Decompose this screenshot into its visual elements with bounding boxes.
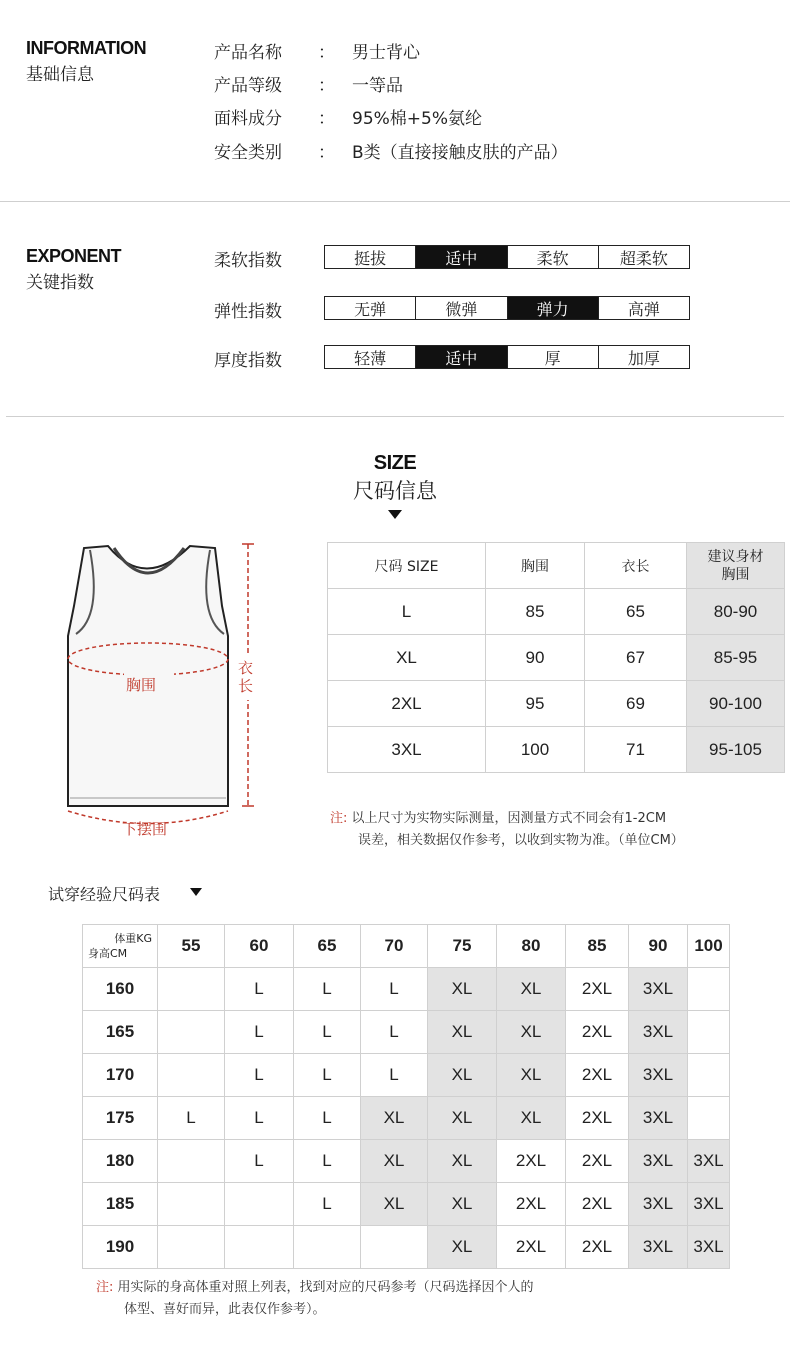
triangle-down-icon: [388, 510, 402, 519]
hem-label: 下摆围: [122, 820, 168, 838]
size-title-cn: 尺码信息: [353, 479, 437, 503]
elasticity-scale: [324, 296, 690, 320]
fit-cell: L: [361, 1011, 428, 1054]
size-heading: [345, 452, 445, 505]
height-cell: 185: [83, 1183, 158, 1226]
scale-option-selected: 适中: [415, 246, 506, 268]
fit-cell: [688, 968, 730, 1011]
elasticity-label: 弹性指数: [214, 302, 282, 322]
table-cell: 85-95: [687, 635, 785, 681]
height-cell: 175: [83, 1097, 158, 1140]
corner-weight: 体重KG: [114, 932, 152, 945]
table-cell: 90-100: [687, 681, 785, 727]
fit-cell: XL: [361, 1183, 428, 1226]
table-row: [83, 1183, 730, 1226]
fit-cell: 2XL: [566, 1226, 629, 1269]
scale-option: 厚: [507, 346, 598, 368]
fit-cell: 2XL: [566, 968, 629, 1011]
fit-cell: L: [158, 1097, 225, 1140]
fit-cell: L: [294, 1097, 361, 1140]
information-title-cn: 基础信息: [26, 65, 94, 85]
fit-cell: 3XL: [629, 1054, 688, 1097]
fit-cell: L: [294, 1011, 361, 1054]
fit-cell: XL: [497, 1011, 566, 1054]
fit-cell: L: [225, 968, 294, 1011]
scale-option: 轻薄: [354, 348, 387, 368]
fit-cell: XL: [428, 1097, 497, 1140]
fit-cell: XL: [497, 1054, 566, 1097]
fit-cell: L: [225, 1011, 294, 1054]
header-cell-line: 建议身材: [707, 548, 764, 565]
note-line: 以上尺寸为实物实际测量，因测量方式不同会有1-2CM: [351, 811, 667, 826]
fit-cell: 3XL: [688, 1140, 730, 1183]
fit-cell: XL: [428, 1054, 497, 1097]
weight-header: 70: [361, 925, 428, 968]
table-cell: 2XL: [328, 681, 486, 727]
corner-cell: [83, 925, 158, 968]
scale-option: 柔软: [507, 246, 598, 268]
table-cell: 65: [585, 589, 687, 635]
table-row: [83, 1097, 730, 1140]
divider: [0, 201, 790, 202]
table-cell: 100: [486, 727, 585, 773]
scale-option: 无弹: [354, 299, 387, 319]
table-row: [328, 589, 785, 635]
weight-header: 65: [294, 925, 361, 968]
fit-cell: L: [294, 1140, 361, 1183]
fit-cell: [688, 1097, 730, 1140]
height-cell: 180: [83, 1140, 158, 1183]
header-cell: 胸围: [486, 543, 585, 589]
info-colon: ：: [318, 109, 335, 129]
size-title-en: SIZE: [373, 452, 417, 474]
fit-cell: [158, 1140, 225, 1183]
scale-option-selected: 适中: [415, 346, 506, 368]
fit-cell: 2XL: [566, 1183, 629, 1226]
table-cell: 67: [585, 635, 687, 681]
note-line: 误差，相关数据仅作参考，以收到实物为准。（单位CM）: [358, 833, 684, 848]
fit-cell: 3XL: [629, 1183, 688, 1226]
fit-cell: XL: [428, 968, 497, 1011]
height-cell: 165: [83, 1011, 158, 1054]
scale-option: 超柔软: [598, 246, 689, 268]
fit-cell: L: [361, 1054, 428, 1097]
info-label: 面料成分: [214, 109, 282, 129]
weight-header: 75: [428, 925, 497, 968]
info-value: 男士背心: [352, 43, 420, 63]
table-row: [328, 681, 785, 727]
exponent-title-en: EXPONENT: [26, 246, 122, 266]
info-label: 产品名称: [214, 43, 282, 63]
fit-cell: 3XL: [629, 1097, 688, 1140]
table-row: [328, 635, 785, 681]
fit-cell: [225, 1183, 294, 1226]
scale-option: 挺拔: [354, 248, 387, 268]
table-cell: 95: [486, 681, 585, 727]
scale-option: 加厚: [598, 346, 689, 368]
table-cell: 80-90: [687, 589, 785, 635]
fit-cell: XL: [428, 1183, 497, 1226]
table-row: [83, 1054, 730, 1097]
table-row: [328, 727, 785, 773]
table-cell: XL: [328, 635, 486, 681]
corner-height: 身高CM: [88, 947, 128, 960]
table-row: [83, 1226, 730, 1269]
weight-header: 85: [566, 925, 629, 968]
fit-cell: 2XL: [566, 1054, 629, 1097]
fit-cell: L: [225, 1097, 294, 1140]
fit-cell: XL: [361, 1097, 428, 1140]
fit-cell: [294, 1226, 361, 1269]
fit-cell: XL: [497, 1097, 566, 1140]
note-line: 体型、喜好而异，此表仅作参考）。: [124, 1302, 326, 1317]
note-line: 用实际的身高体重对照上列表，找到对应的尺码参考（尺码选择因个人的: [117, 1280, 534, 1295]
table-cell: 71: [585, 727, 687, 773]
fit-cell: 3XL: [688, 1183, 730, 1226]
header-cell: 衣长: [585, 543, 687, 589]
information-title-en: INFORMATION: [26, 38, 147, 58]
fit-cell: L: [361, 968, 428, 1011]
info-value: B类（直接接触皮肤的产品）: [352, 143, 568, 163]
table-cell: 3XL: [328, 727, 486, 773]
info-label: 安全类别: [214, 143, 282, 163]
fit-cell: 3XL: [629, 1011, 688, 1054]
fit-cell: [158, 1054, 225, 1097]
note-mark: 注:: [96, 1280, 114, 1295]
length-label-top: 衣: [238, 659, 254, 677]
header-cell-line: 胸围: [721, 566, 750, 583]
table-row: [83, 1140, 730, 1183]
fit-cell: 2XL: [566, 1140, 629, 1183]
fit-cell: 2XL: [566, 1011, 629, 1054]
fit-cell: 3XL: [629, 1140, 688, 1183]
fit-cell: L: [294, 968, 361, 1011]
info-colon: ：: [318, 43, 335, 63]
fit-cell: 3XL: [629, 1226, 688, 1269]
table-row: [83, 1011, 730, 1054]
fit-cell: [225, 1226, 294, 1269]
info-colon: ：: [318, 76, 335, 96]
fit-cell: L: [294, 1054, 361, 1097]
fit-cell: L: [294, 1183, 361, 1226]
info-colon: ：: [318, 143, 335, 163]
info-label: 产品等级: [214, 76, 282, 96]
height-cell: 190: [83, 1226, 158, 1269]
weight-header: 100: [688, 925, 730, 968]
fit-cell: [158, 968, 225, 1011]
thickness-scale: [324, 345, 690, 369]
thickness-label: 厚度指数: [214, 351, 282, 371]
fit-cell: 2XL: [497, 1183, 566, 1226]
weight-header: 55: [158, 925, 225, 968]
size-note: [330, 808, 780, 852]
weight-header: 60: [225, 925, 294, 968]
fit-cell: L: [225, 1140, 294, 1183]
fit-cell: [688, 1054, 730, 1097]
info-value: 一等品: [352, 76, 403, 96]
fit-title: 试穿经验尺码表: [48, 885, 161, 904]
exponent-title-cn: 关键指数: [26, 273, 94, 293]
divider: [6, 416, 784, 417]
fit-cell: XL: [428, 1011, 497, 1054]
fit-header-row: [83, 925, 730, 968]
weight-header: 80: [497, 925, 566, 968]
header-cell: 尺码 SIZE: [328, 543, 486, 589]
fit-note: [96, 1277, 746, 1321]
fit-cell: 3XL: [688, 1226, 730, 1269]
fit-cell: L: [225, 1054, 294, 1097]
fit-table: [82, 924, 730, 1269]
weight-header: 90: [629, 925, 688, 968]
table-row: [83, 968, 730, 1011]
fit-cell: XL: [428, 1140, 497, 1183]
fit-cell: XL: [361, 1140, 428, 1183]
fit-cell: [158, 1183, 225, 1226]
fit-cell: [688, 1011, 730, 1054]
fit-cell: 2XL: [566, 1097, 629, 1140]
fit-cell: [361, 1226, 428, 1269]
header-cell: [687, 543, 785, 589]
fit-cell: [158, 1226, 225, 1269]
size-table-header: [328, 543, 785, 589]
length-label: [238, 659, 253, 695]
info-value: 95%棉+5%氨纶: [352, 109, 482, 129]
table-cell: 69: [585, 681, 687, 727]
fit-cell: 3XL: [629, 968, 688, 1011]
fit-cell: XL: [428, 1226, 497, 1269]
fit-cell: 2XL: [497, 1140, 566, 1183]
table-cell: 90: [486, 635, 585, 681]
table-cell: 85: [486, 589, 585, 635]
size-table: [327, 542, 785, 773]
height-cell: 170: [83, 1054, 158, 1097]
table-cell: 95-105: [687, 727, 785, 773]
chest-label: 胸围: [126, 676, 157, 694]
note-mark: 注:: [330, 811, 348, 826]
softness-scale: [324, 245, 690, 269]
softness-label: 柔软指数: [214, 251, 282, 271]
scale-option-selected: 弹力: [507, 297, 598, 319]
height-cell: 160: [83, 968, 158, 1011]
scale-option: 微弹: [415, 297, 506, 319]
table-cell: L: [328, 589, 486, 635]
scale-option: 高弹: [598, 297, 689, 319]
fit-cell: [158, 1011, 225, 1054]
triangle-down-icon: [190, 888, 202, 896]
fit-cell: XL: [497, 968, 566, 1011]
tank-top-diagram: [50, 536, 270, 846]
length-label-bottom: 长: [238, 677, 254, 695]
fit-cell: 2XL: [497, 1226, 566, 1269]
